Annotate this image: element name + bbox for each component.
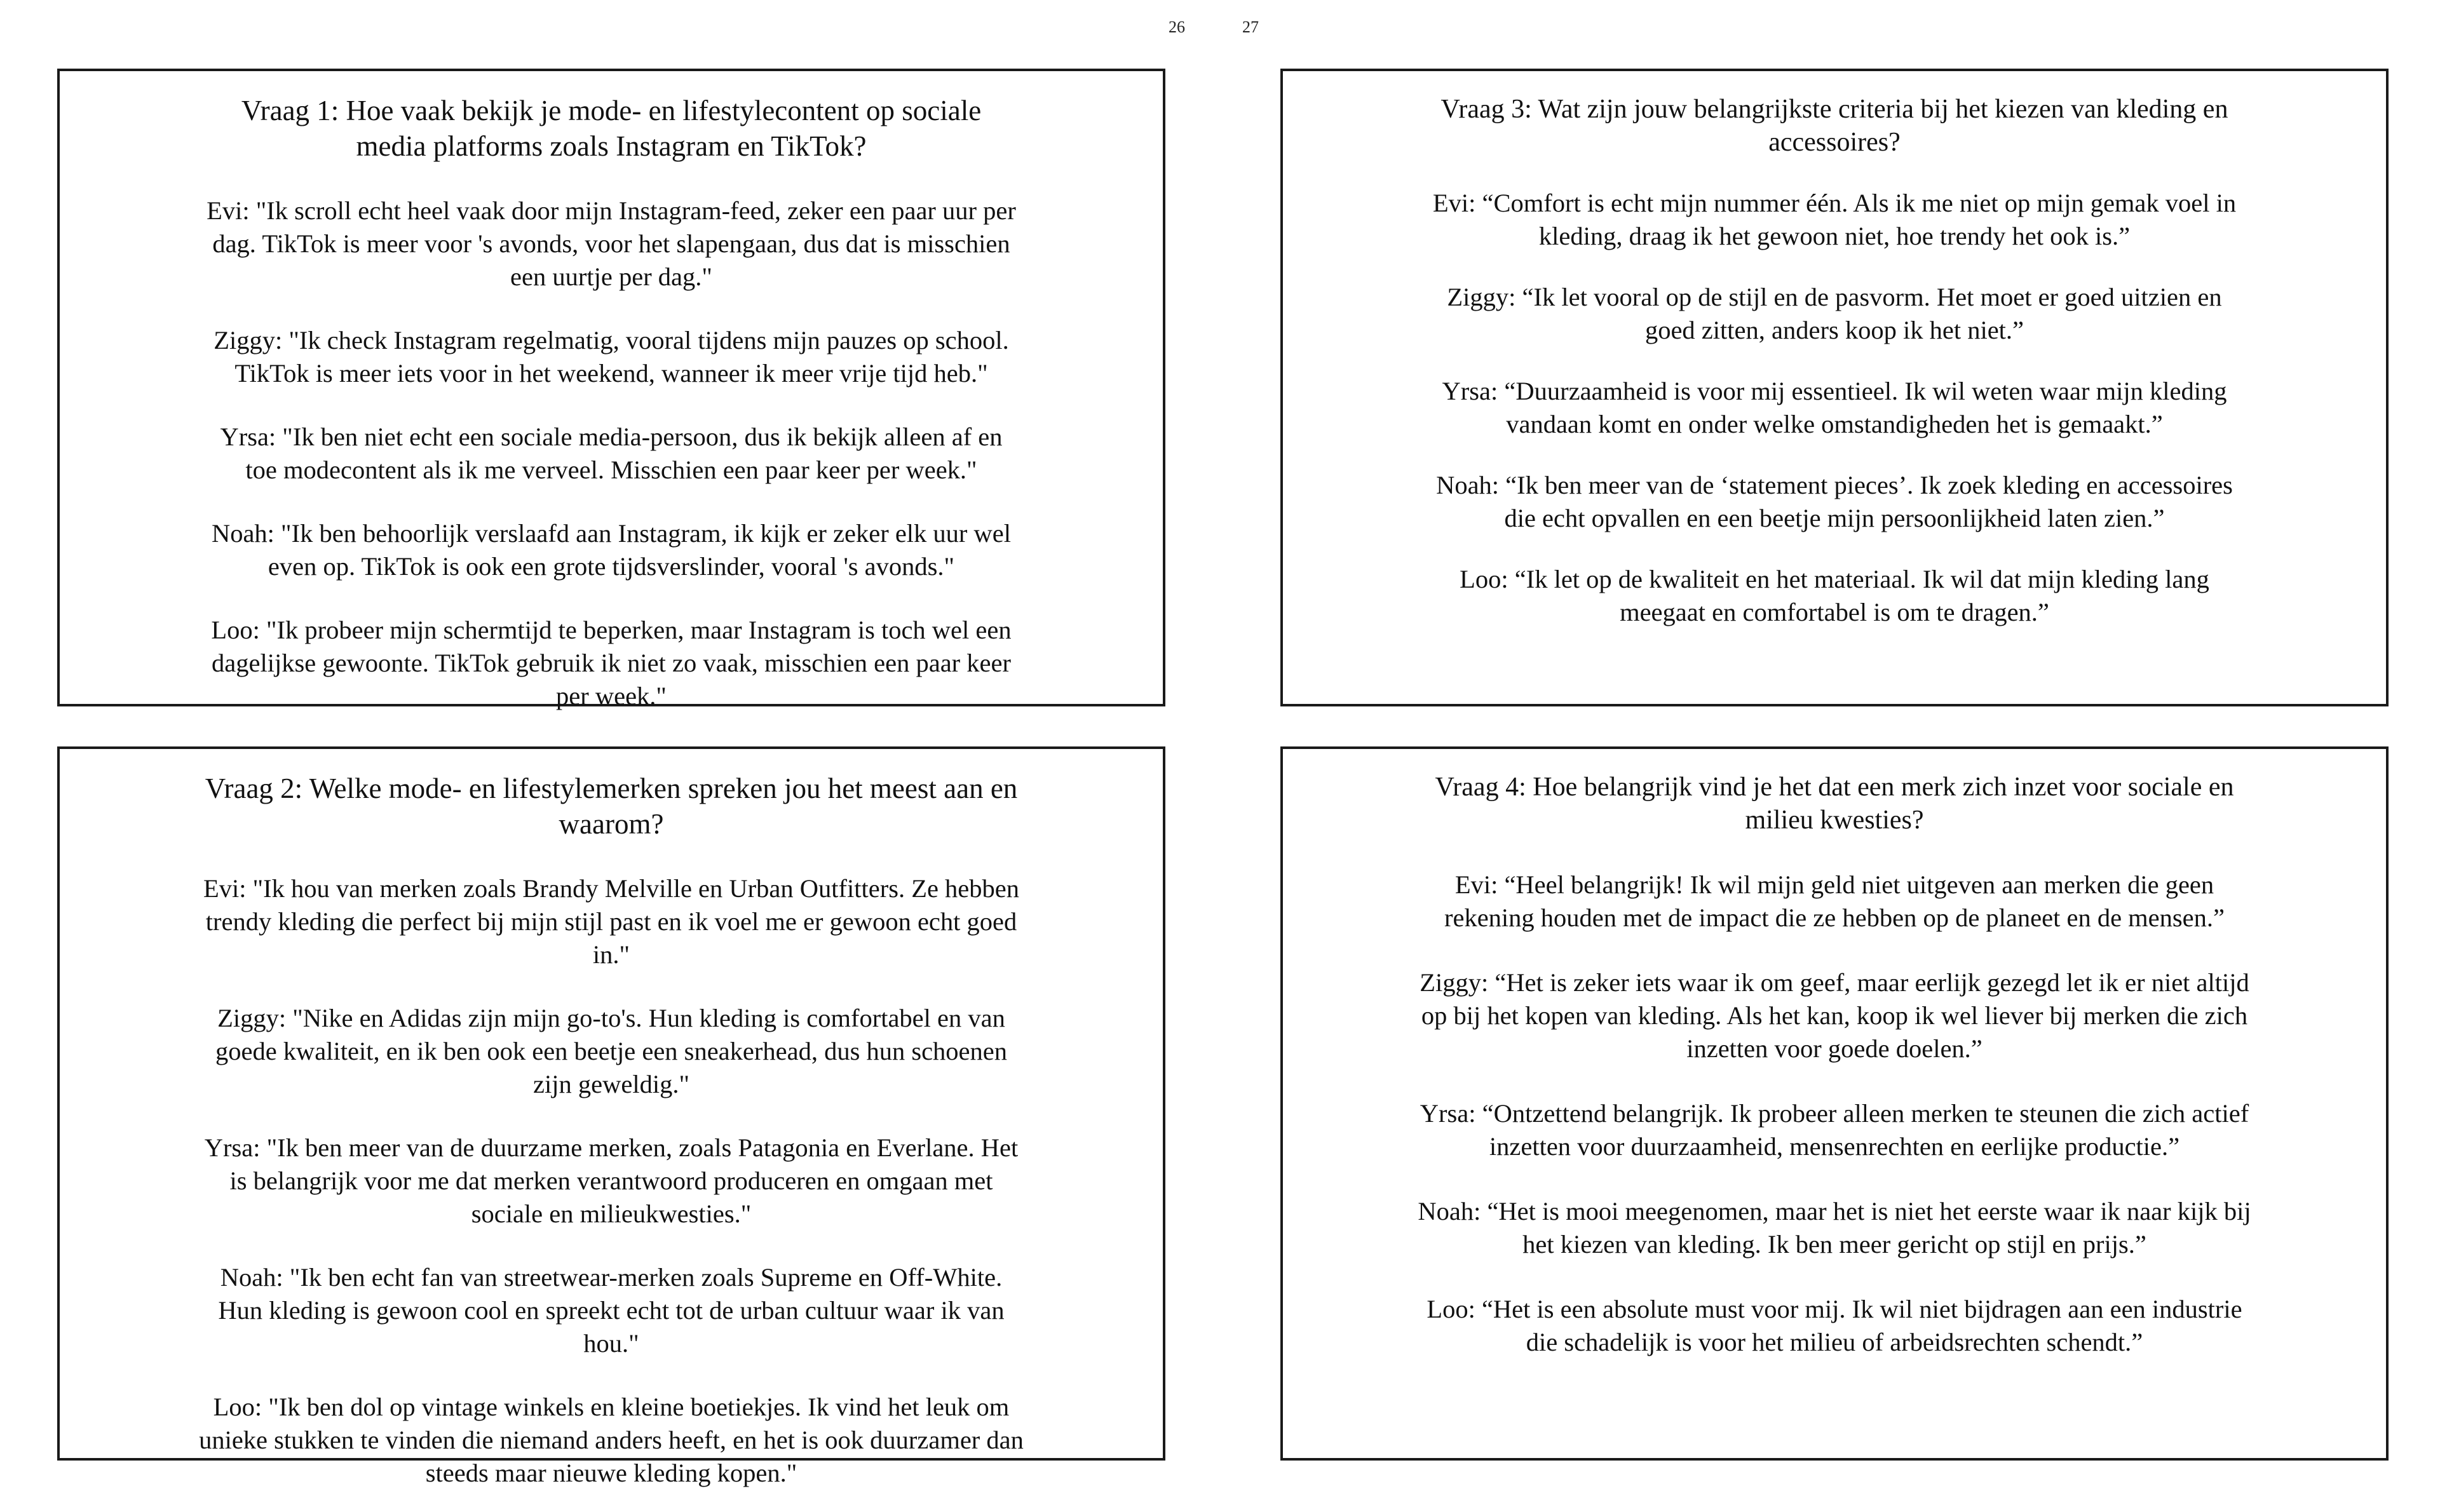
question-2-title: Vraag 2: Welke mode- en lifestylemerken spreken jou het meest aan en waarom? xyxy=(205,773,1018,840)
answer-loo: Loo: “Het is een absolute must voor mij. Ik wil niet bijdragen aan een industrie die schadelijk is voor het milieu of arbeidsrechten schendt.” xyxy=(1427,1295,2242,1356)
answer-evi: Evi: "Ik hou van merken zoals Brandy Melville en Urban Outfitters. Ze hebben trendy kleding die perfect bij mijn stijl past en ik voel me er gewoon echt goed in." xyxy=(203,874,1020,969)
answer-evi: Evi: “Comfort is echt mijn nummer één. Als ik me niet op mijn gemak voel in kleding, draag ik het gewoon niet, hoe trendy het ook is.” xyxy=(1432,189,2237,250)
answer-yrsa: Yrsa: “Ontzettend belangrijk. Ik probeer alleen merken te steunen die zich actief inzetten voor duurzaamheid, mensenrechten en eerlijke productie.” xyxy=(1420,1099,2249,1161)
answer-yrsa: Yrsa: “Duurzaamheid is voor mij essentieel. Ik wil weten waar mijn kleding vandaan komt en onder welke omstandigheden het is gemaakt.” xyxy=(1442,377,2227,438)
answer-noah: Noah: “Ik ben meer van de ‘statement pieces’. Ik zoek kleding en accessoires die echt opvallen en een beetje mijn persoonlijkheid laten zien.” xyxy=(1436,471,2233,532)
answer-ziggy: Ziggy: “Ik let vooral op de stijl en de pasvorm. Het moet er goed uitzien en goed zitten, anders koop ik het niet.” xyxy=(1447,283,2222,344)
answer-ziggy: Ziggy: "Nike en Adidas zijn mijn go-to's. Hun kleding is comfortabel en van goede kwaliteit, en ik ben ook een beetje een sneakerhead, dus hun schoenen zijn geweldig." xyxy=(215,1004,1008,1098)
question-box-2 xyxy=(57,746,1165,1487)
question-4-title: Vraag 4: Hoe belangrijk vind je het dat een merk zich inzet voor sociale en milieu kwesties? xyxy=(1435,773,2234,835)
answer-noah: Noah: "Ik ben behoorlijk verslaafd aan Instagram, ik kijk er zeker elk uur wel even op. TikTok is ook een grote tijdsverslinder, vooral 's avonds." xyxy=(211,519,1012,581)
answer-ziggy: Ziggy: "Ik check Instagram regelmatig, vooral tijdens mijn pauzes op school. TikTok is meer iets voor in het weekend, wanneer ik meer vrije tijd heb." xyxy=(214,326,1009,388)
question-3-title: Vraag 3: Wat zijn jouw belangrijkste criteria bij het kiezen van kleding en accessoires? xyxy=(1440,95,2228,157)
question-1-title: Vraag 1: Hoe vaak bekijk je mode- en lifestylecontent op sociale media platforms zoals Instagram en TikTok? xyxy=(241,95,982,162)
answer-loo: Loo: “Ik let op de kwaliteit en het materiaal. Ik wil dat mijn kleding lang meegaat en comfortabel is om te dragen.” xyxy=(1460,565,2209,626)
question-box-1 xyxy=(57,69,1165,710)
answer-yrsa: Yrsa: "Ik ben niet echt een sociale media-persoon, dus ik bekijk alleen af en toe modecontent als ik me verveel. Misschien een paar keer per week." xyxy=(220,422,1003,484)
answer-loo: Loo: "Ik probeer mijn schermtijd te beperken, maar Instagram is toch wel een dagelijkse gewoonte. TikTok gebruik ik niet zo vaak, misschien een paar keer per week." xyxy=(211,616,1012,710)
question-box-4 xyxy=(1280,746,2389,1461)
answer-loo: Loo: "Ik ben dol op vintage winkels en kleine boetiekjes. Ik vind het leuk om unieke stukken te vinden die niemand anders heeft, en het is ook duurzamer dan steeds maar nieuwe kleding kopen." xyxy=(199,1393,1024,1487)
answer-noah: Noah: “Het is mooi meegenomen, maar het is niet het eerste waar ik naar kijk bij het kiezen van kleding. Ik ben meer gericht op stijl en prijs.” xyxy=(1418,1197,2251,1259)
answer-evi: Evi: "Ik scroll echt heel vaak door mijn Instagram-feed, zeker een paar uur per dag. TikTok is meer voor 's avonds, voor het slapengaan, dus dat is misschien een uurtje per dag." xyxy=(207,196,1016,291)
page-number-left: 26 xyxy=(1169,18,1185,36)
answer-noah: Noah: "Ik ben echt fan van streetwear-merken zoals Supreme en Off-White. Hun kleding is gewoon cool en spreekt echt tot de urban cultuur waar ik van hou." xyxy=(218,1263,1005,1358)
answer-yrsa: Yrsa: "Ik ben meer van de duurzame merken, zoals Patagonia en Everlane. Het is belangrijk voor me dat merken verantwoord produceren en omgaan met sociale en milieukwesties." xyxy=(204,1133,1019,1228)
answer-evi: Evi: “Heel belangrijk! Ik wil mijn geld niet uitgeven aan merken die geen rekening houden met de impact die ze hebben op de planeet en de mensen.” xyxy=(1444,870,2225,932)
page-number-right: 27 xyxy=(1242,18,1259,36)
answer-ziggy: Ziggy: “Het is zeker iets waar ik om geef, maar eerlijk gezegd let ik er niet altijd op bij het kopen van kleding. Als het kan, koop ik wel liever bij merken die zich inzetten voor goede doelen.” xyxy=(1420,968,2249,1063)
question-box-3 xyxy=(1280,69,2389,706)
